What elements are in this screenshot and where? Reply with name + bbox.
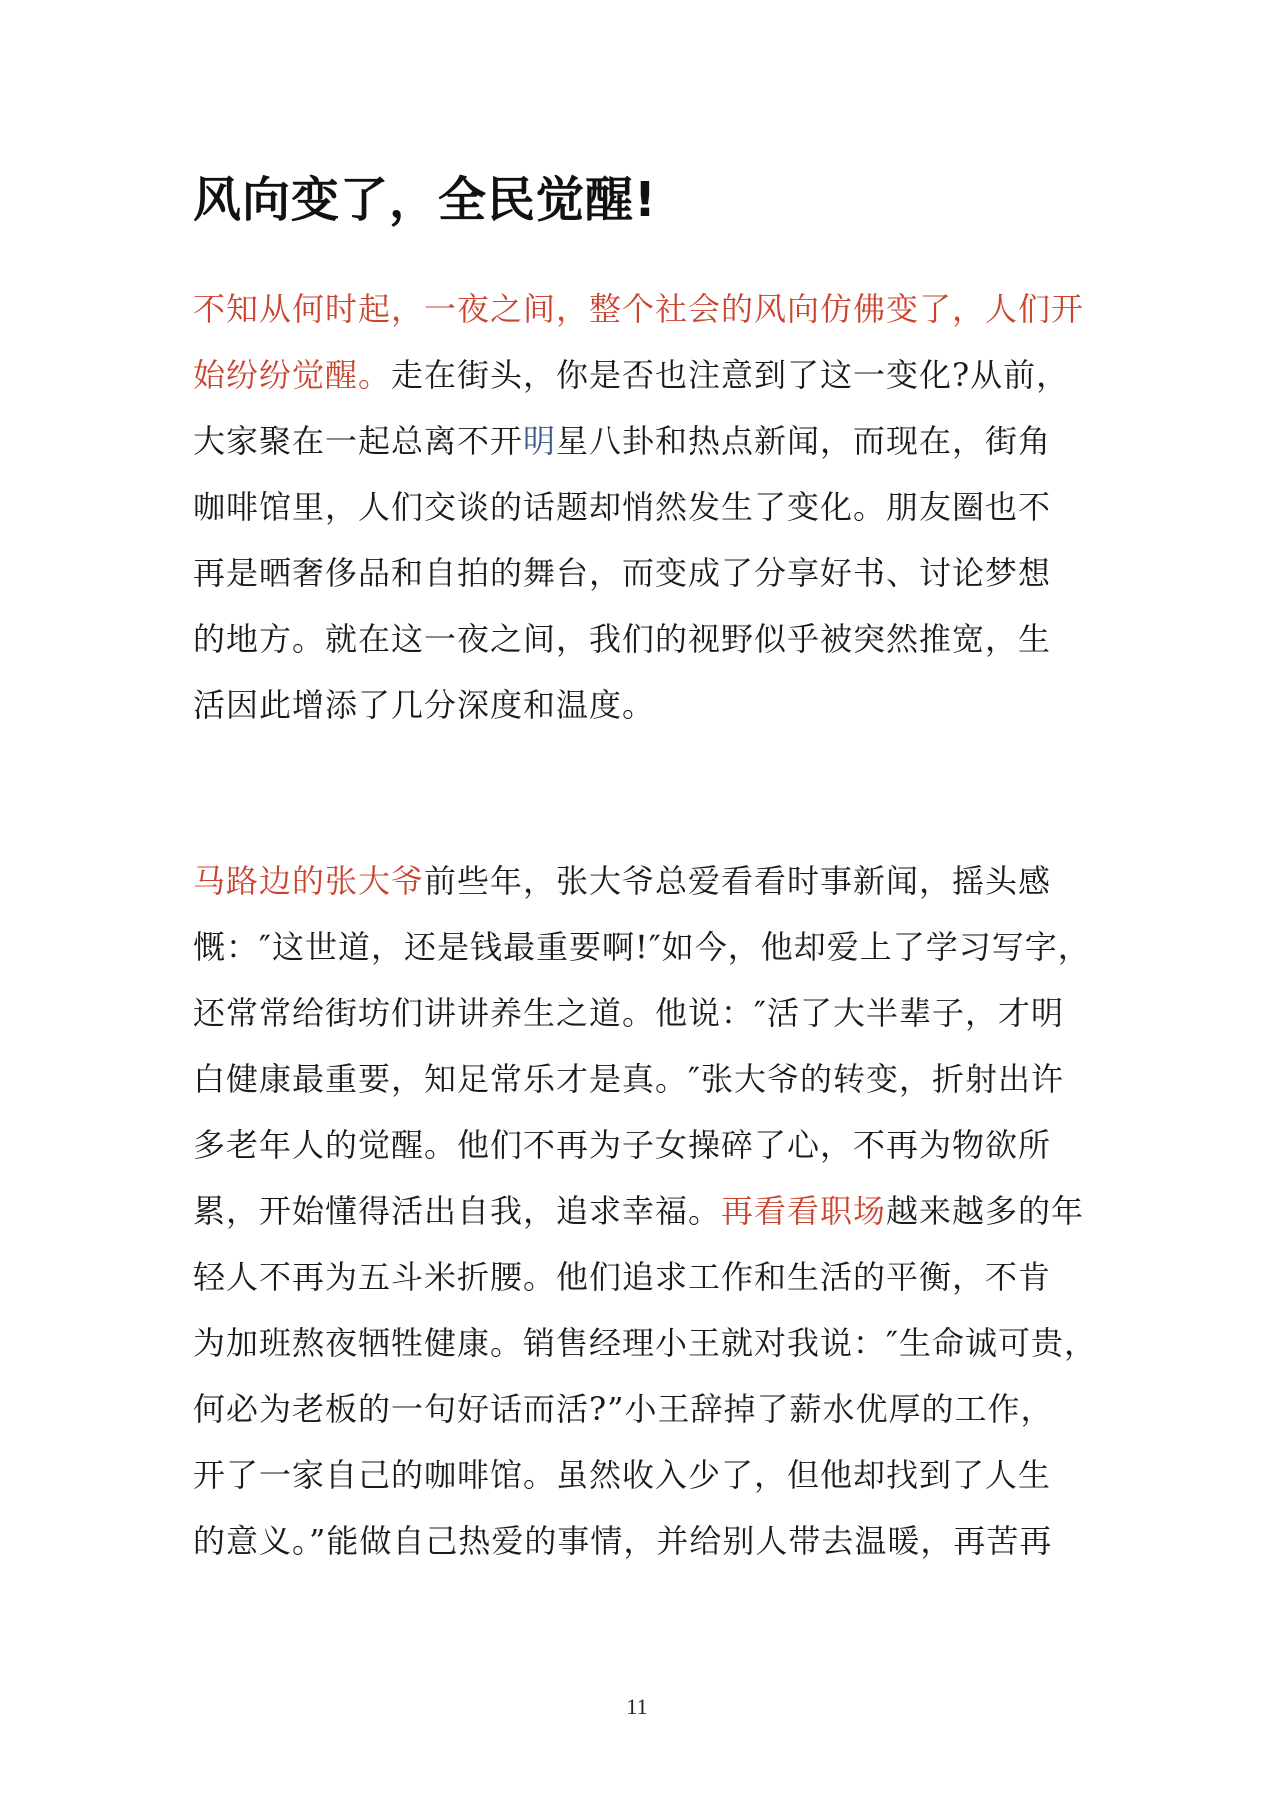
body-text: 前些年，张大爷总爱看看时事新闻，摇头感 — [424, 862, 1052, 900]
paragraph-line: 的地方。就在这一夜之间，我们的视野似乎被突然推宽，生 — [193, 620, 1052, 658]
paragraph-line: 的意义。”能做自己热爱的事情，并给别人带去温暖，再苦再 — [193, 1522, 1053, 1560]
paragraph-line — [193, 1178, 1103, 1244]
paragraph-line: 还常常给街坊们讲讲养生之道。他说：″活了大半辈子，才明 — [193, 994, 1064, 1032]
body-text: 大家聚在一起总离不开 — [193, 422, 524, 460]
highlighted-text: 再看看职场 — [721, 1192, 887, 1230]
paragraph-intro — [193, 276, 1103, 738]
paragraph-line: 再是晒奢侈品和自拍的舞台，而变成了分享好书、讨论梦想 — [193, 554, 1052, 592]
paragraph-line — [193, 342, 1103, 408]
page-title: 风向变了，全民觉醒! — [193, 172, 657, 228]
body-text: 走在街头，你是否也注意到了这一变化?从前， — [391, 356, 1070, 394]
paragraph-line: 白健康最重要，知足常乐才是真。″张大爷的转变，折射出许 — [193, 1060, 1064, 1098]
paragraph-line: 慨：″这世道，还是钱最重要啊!″如今，他却爱上了学习写字， — [193, 928, 1091, 966]
paragraph-line: 何必为老板的一句好话而活?”小王辞掉了薪水优厚的工作， — [193, 1390, 1054, 1428]
paragraph-line — [193, 276, 1103, 342]
accent-text: 明 — [523, 422, 557, 460]
paragraph-line: 多老年人的觉醒。他们不再为子女操碎了心，不再为物欲所 — [193, 1126, 1052, 1164]
paragraph-line: 活因此增添了几分深度和温度。 — [193, 686, 656, 724]
paragraph-line: 为加班熬夜牺牲健康。销售经理小王就对我说：″生命诚可贵， — [193, 1324, 1097, 1362]
paragraph-line: 咖啡馆里，人们交谈的话题却悄然发生了变化。朋友圈也不 — [193, 488, 1052, 526]
paragraph-line: 轻人不再为五斗米折腰。他们追求工作和生活的平衡，不肯 — [193, 1258, 1052, 1296]
highlighted-text: 始纷纷觉醒。 — [193, 356, 392, 394]
paragraph-line — [193, 408, 1103, 474]
highlighted-text: 不知从何时起，一夜之间，整个社会的风向仿佛变了，人们开 — [193, 290, 1085, 328]
paragraph-zhang — [193, 848, 1103, 1574]
paragraph-line: 开了一家自己的咖啡馆。虽然收入少了，但他却找到了人生 — [193, 1456, 1052, 1494]
page-number: 11 — [626, 1694, 648, 1719]
highlighted-text: 马路边的张大爷 — [193, 862, 425, 900]
body-text: 越来越多的年 — [886, 1192, 1085, 1230]
body-text: 累，开始懂得活出自我，追求幸福。 — [193, 1192, 722, 1230]
paragraph-line — [193, 848, 1103, 914]
body-text: 星八卦和热点新闻，而现在，街角 — [556, 422, 1052, 460]
